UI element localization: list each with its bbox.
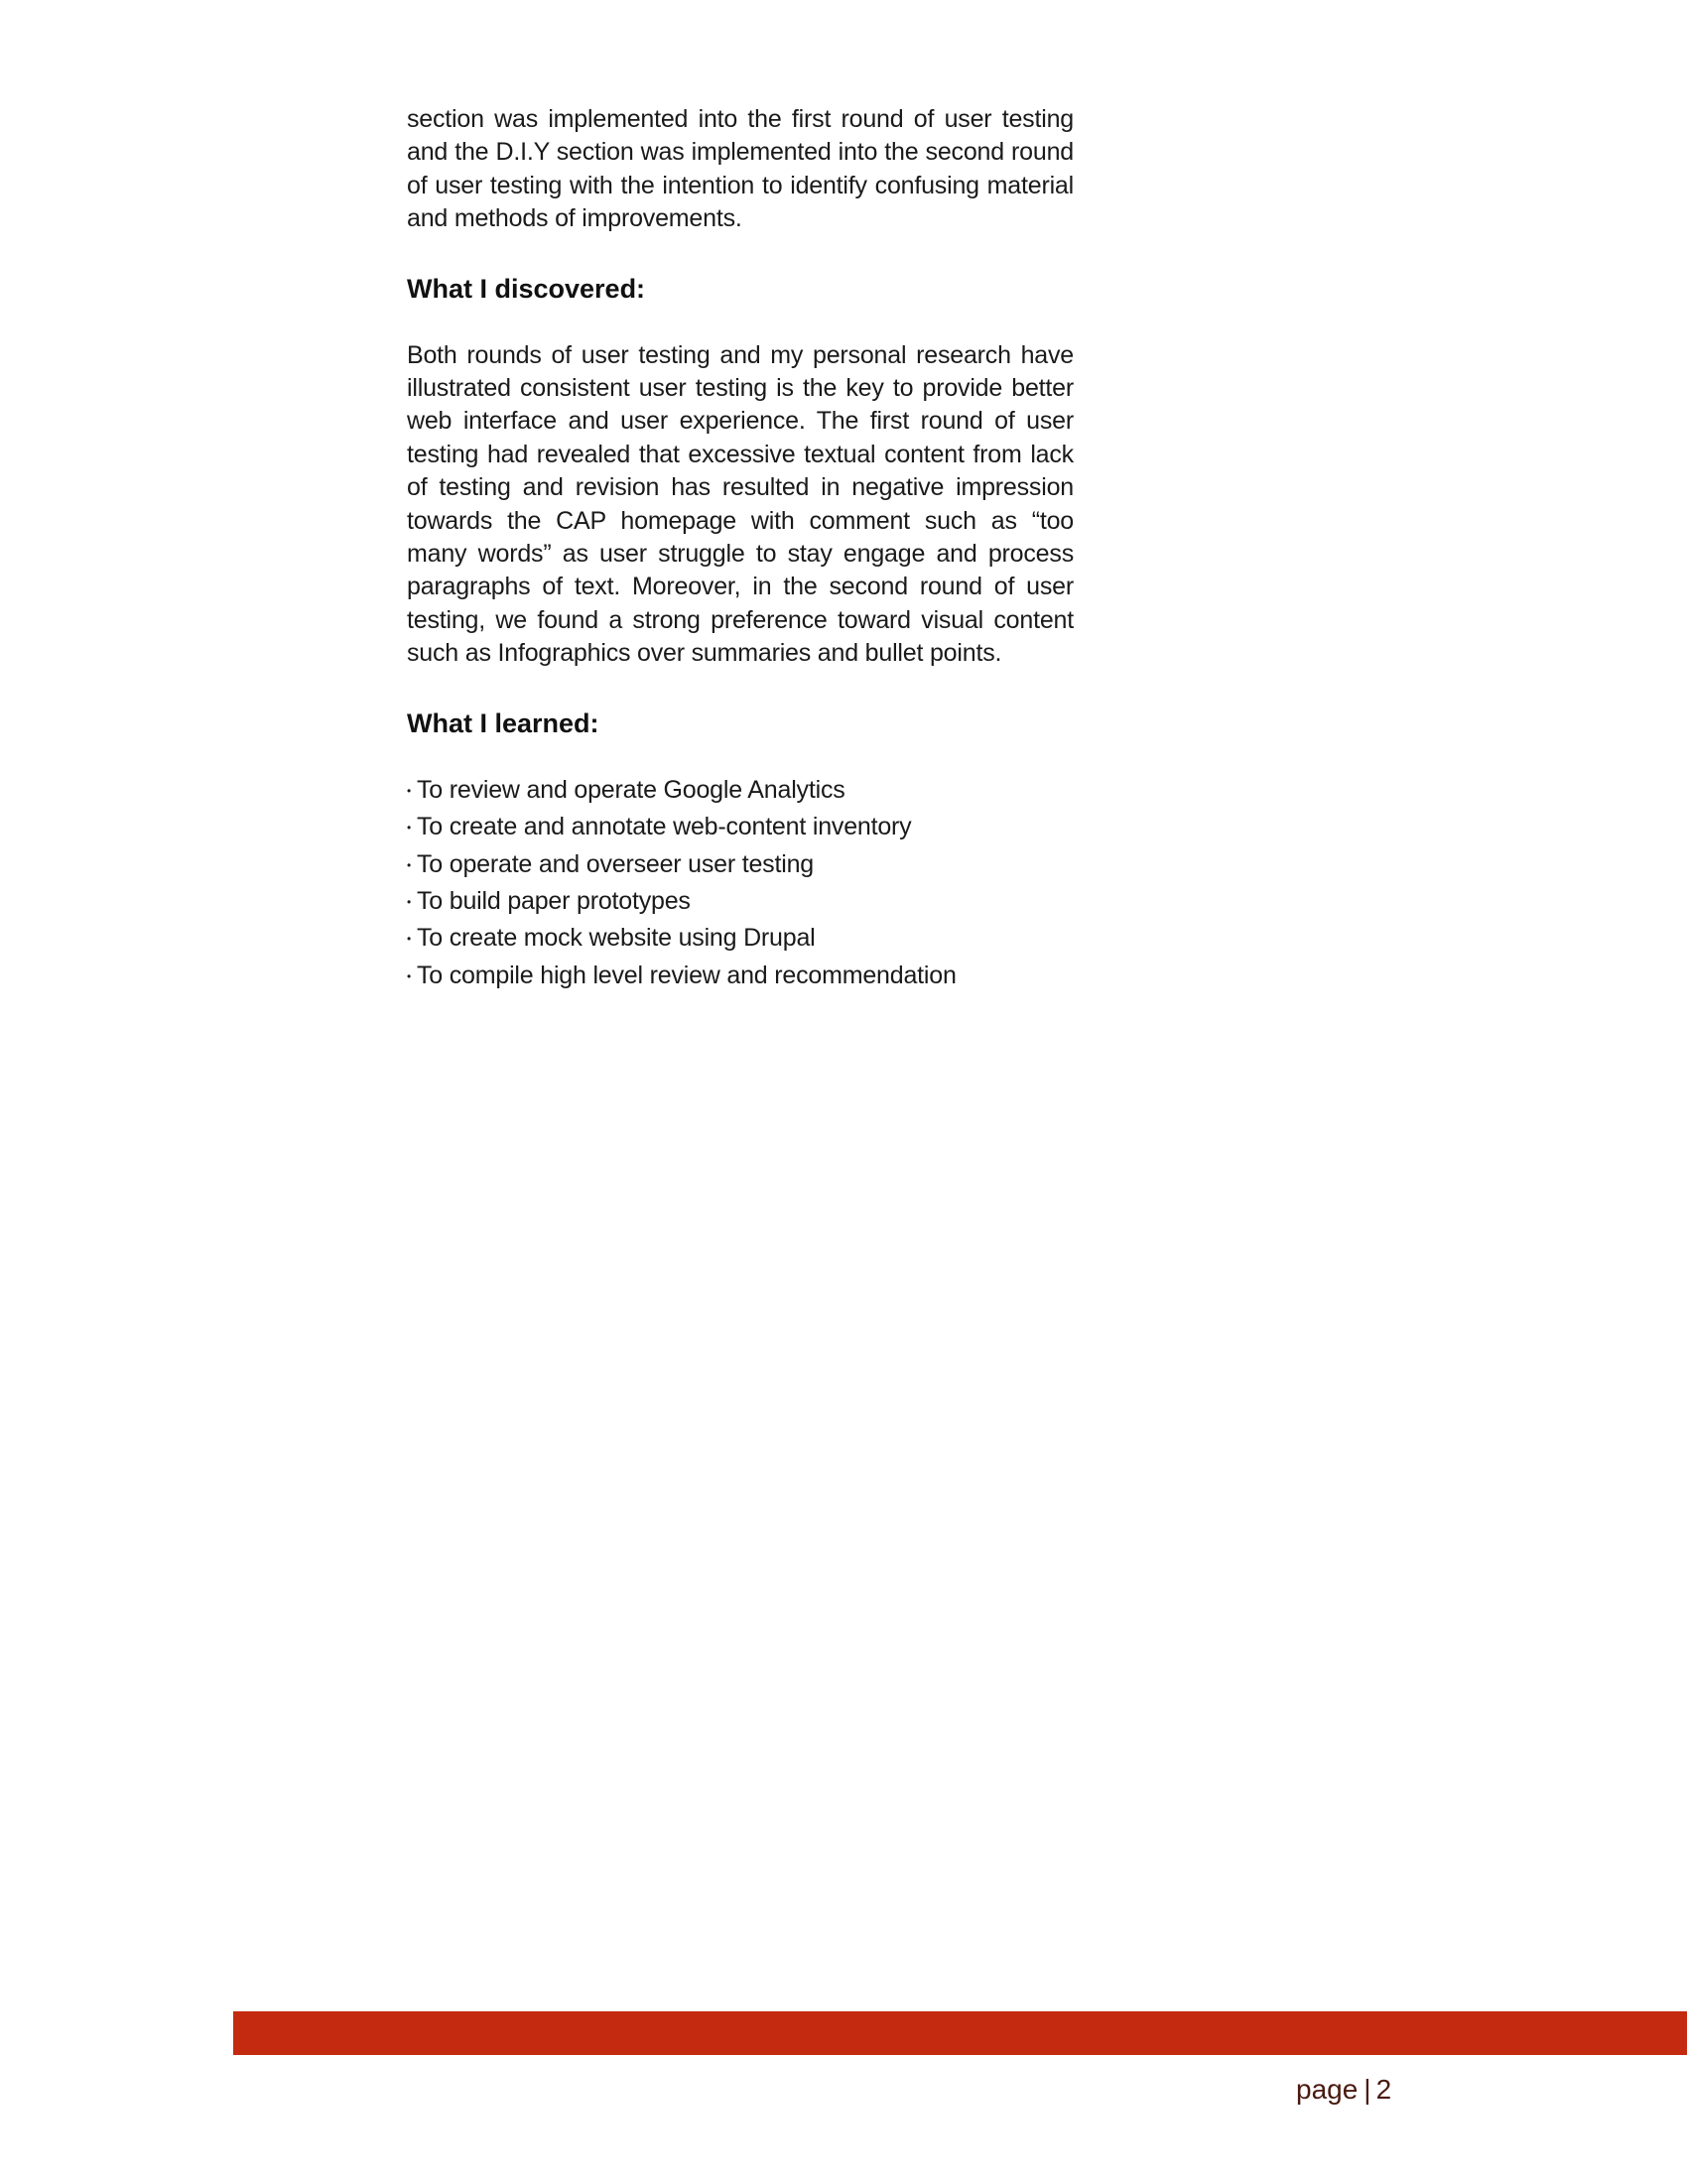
list-item [407,848,1074,885]
list-item-text: To create mock website using Drupal [417,924,816,953]
page-number: 2 [1375,2074,1392,2105]
learned-list [407,774,1074,996]
intro-paragraph: section was implemented into the first round of user testing and the D.I.Y section was implemented into the second round of user testing with the intention to identify confusing material and methods of improvements. [407,105,1074,233]
footer-accent-bar [233,2011,1687,2055]
document-body [407,103,1074,996]
list-item [407,922,1074,959]
list-item [407,811,1074,847]
list-item [407,960,1074,996]
page-word: page [1296,2074,1359,2105]
list-item [407,774,1074,811]
list-item [407,885,1074,922]
list-item-text: To review and operate Google Analytics [417,775,845,804]
discovered-paragraph: Both rounds of user testing and my personal research have illustrated consistent user testing is the key to provide better web interface and user experience. The first round of user testing had revealed that excessive textual content from lack of testing and revision has resulted in negative impression towards the CAP homepage with comment such as “too many words” as user struggle to stay engage and process paragraphs of text. Moreover, in the second round of user testing, we found a strong preference toward visual content such as Infographics over summaries and bullet points. [407,340,1074,668]
bullet-icon: • [407,932,412,947]
bullet-icon: • [407,857,412,872]
learned-heading: What I learned: [407,707,599,738]
bullet-icon: • [407,821,412,835]
page-separator: | [1363,2074,1371,2105]
list-item-text: To build paper prototypes [417,886,691,915]
page-number-label [1296,2073,1391,2107]
bullet-icon: • [407,783,412,798]
list-item-text: To operate and overseer user testing [417,849,814,878]
bullet-icon: • [407,968,412,983]
list-item-text: To compile high level review and recommendation [417,961,957,989]
bullet-icon: • [407,894,412,909]
discovered-heading: What I discovered: [407,273,646,304]
list-item-text: To create and annotate web-content inventory [417,813,912,841]
